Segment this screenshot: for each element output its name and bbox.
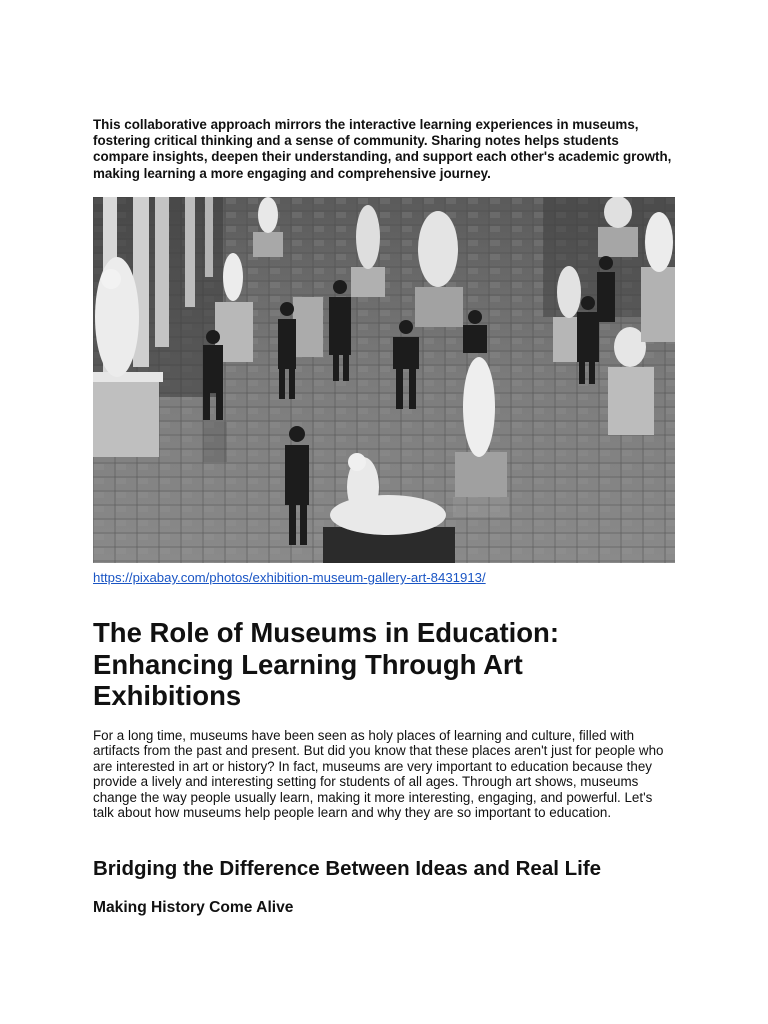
subsection-heading: Making History Come Alive — [93, 899, 294, 916]
section-heading: Bridging the Difference Between Ideas and Real Life — [93, 857, 602, 880]
article-title: The Role of Museums in Education: Enhancing Learning Through Art Exhibitions — [93, 617, 559, 712]
intro-paragraph: This collaborative approach mirrors the interactive learning experiences in museums, fostering critical thinking and a sense of community. Sharing notes helps students compare insights, deepen their understanding, and support each other's academic growth, making learning a more engaging and comprehensive journey. — [93, 117, 672, 181]
museum-gallery-photo — [93, 197, 675, 563]
body-paragraph: For a long time, museums have been seen as holy places of learning and culture, filled with artifacts from the past and present. But did you know that these places aren't just for people who are interested in art or history? In fact, museums are very important to education because they provide a lively and interesting setting for students of all ages. Through art shows, museums change the way people usually learn, making it more interesting, engaging, and powerful. Let's talk about how museums help people learn and why they are so important to education. — [93, 728, 664, 821]
image-source-link[interactable]: https://pixabay.com/photos/exhibition-museum-gallery-art-8431913/ — [93, 570, 486, 585]
